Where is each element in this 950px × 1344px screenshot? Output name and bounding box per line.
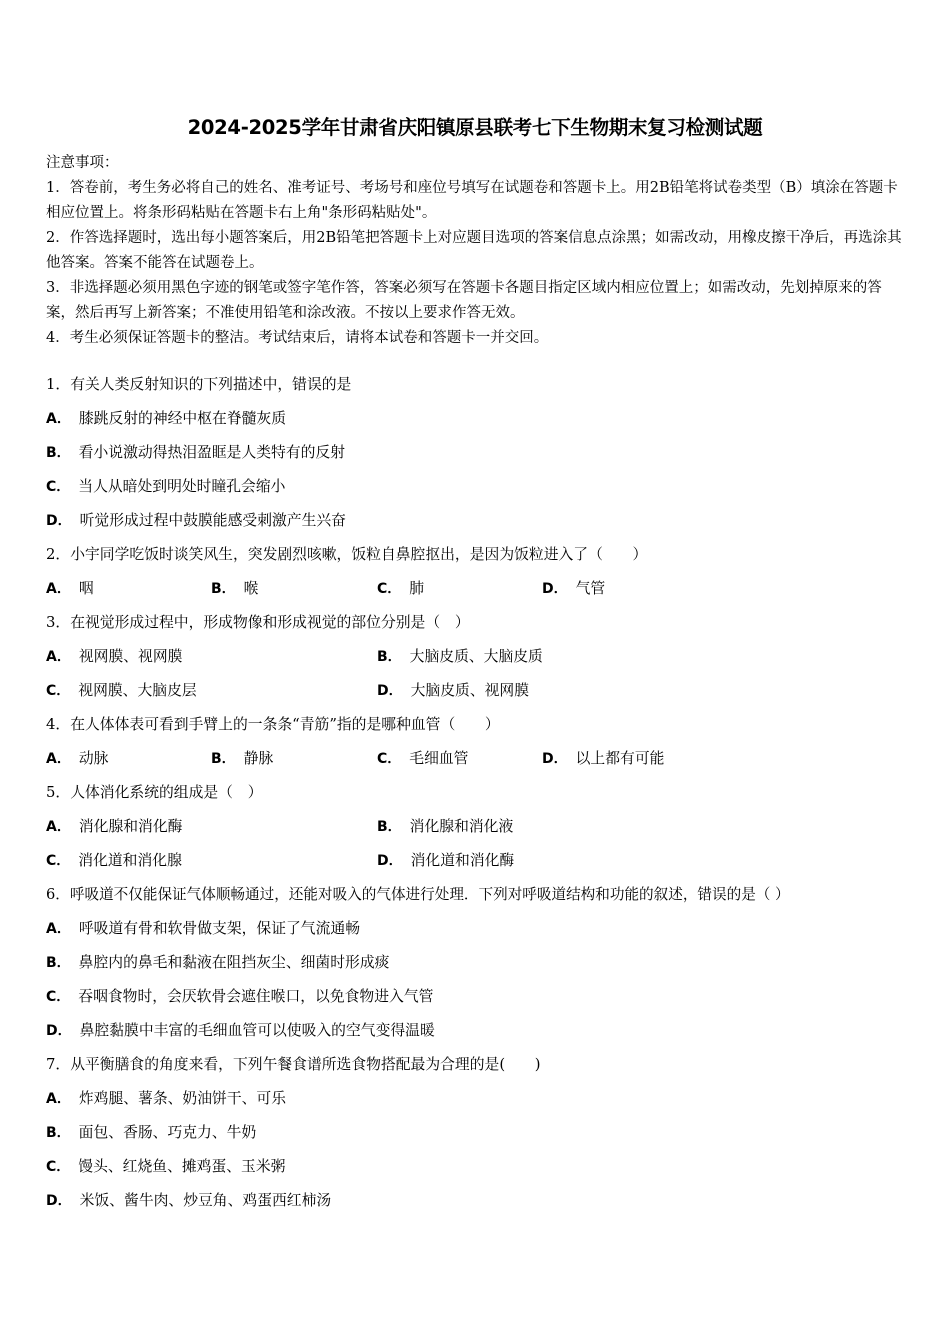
question-1-option-a: A． 膝跳反射的神经中枢在脊髓灰质 xyxy=(46,410,287,427)
page-title: 2024-2025学年甘肃省庆阳镇原县联考七下生物期末复习检测试题 xyxy=(187,116,763,139)
question-3-option-b: B． 大脑皮质、大脑皮质 xyxy=(377,648,543,665)
question-6-stem: 6．呼吸道不仅能保证气体顺畅通过，还能对吸入的气体进行处理．下列对呼吸道结构和功能的叙述，错误的是（ ） xyxy=(46,886,790,903)
question-3-stem: 3．在视觉形成过程中，形成物像和形成视觉的部位分别是（ ） xyxy=(46,614,470,631)
question-4-option-c: C． 毛细血管 xyxy=(377,750,469,767)
question-3-option-d: D． 大脑皮质、视网膜 xyxy=(377,682,530,699)
question-1-option-c: C． 当人从暗处到明处时瞳孔会缩小 xyxy=(46,478,286,495)
question-1-option-b: B． 看小说激动得热泪盈眶是人类特有的反射 xyxy=(46,444,346,461)
question-5-option-d: D． 消化道和消化酶 xyxy=(377,852,515,869)
notice-item: 1．答卷前，考生务必将自己的姓名、准考证号、考场号和座位号填写在试题卷和答题卡上。用2B铅笔将试卷类型（B）填涂在答题卡相应位置上。将条形码粘贴在答题卡右上角"条形码粘贴处"。 xyxy=(46,180,898,221)
question-5-option-a: A． 消化腺和消化酶 xyxy=(46,818,183,835)
question-6-option-d: D． 鼻腔黏膜中丰富的毛细血管可以使吸入的空气变得温暖 xyxy=(46,1022,435,1039)
question-7-option-d: D． 米饭、酱牛肉、炒豆角、鸡蛋西红柿汤 xyxy=(46,1192,332,1209)
question-2-option-c: C． 肺 xyxy=(377,580,425,597)
question-4-stem: 4．在人体体表可看到手臂上的一条条“青筋”指的是哪种血管（ ） xyxy=(46,716,500,733)
question-2-stem: 2．小宇同学吃饭时谈笑风生，突发剧烈咳嗽，饭粒自鼻腔抠出，是因为饭粒进入了（ ） xyxy=(46,546,648,563)
notice-item: 2．作答选择题时，选出每小题答案后，用2B铅笔把答题卡上对应题目选项的答案信息点涂黑；如需改动，用橡皮擦干净后，再选涂其他答案。答案不能答在试题卷上。 xyxy=(46,230,902,271)
question-3-option-a: A． 视网膜、视网膜 xyxy=(46,648,183,665)
question-7-option-a: A． 炸鸡腿、薯条、奶油饼干、可乐 xyxy=(46,1090,287,1107)
question-1-stem: 1．有关人类反射知识的下列描述中，错误的是 xyxy=(46,376,352,393)
question-7-stem: 7．从平衡膳食的角度来看，下列午餐食谱所选食物搭配最为合理的是( ) xyxy=(46,1056,541,1073)
question-6-option-b: B． 鼻腔内的鼻毛和黏液在阻挡灰尘、细菌时形成痰 xyxy=(46,954,390,971)
question-2-option-b: B． 喉 xyxy=(211,580,259,597)
question-7-option-c: C． 馒头、红烧鱼、摊鸡蛋、玉米粥 xyxy=(46,1158,286,1175)
notice-item: 4．考生必须保证答题卡的整洁。考试结束后，请将本试卷和答题卡一并交回。 xyxy=(46,330,549,346)
notice-section xyxy=(46,151,908,351)
question-6-option-a: A． 呼吸道有骨和软骨做支架，保证了气流通畅 xyxy=(46,920,360,937)
question-2-option-d: D． 气管 xyxy=(542,580,606,597)
question-5-option-b: B． 消化腺和消化液 xyxy=(377,818,514,835)
question-7-option-b: B． 面包、香肠、巧克力、牛奶 xyxy=(46,1124,257,1141)
question-6-option-c: C． 吞咽食物时，会厌软骨会遮住喉口，以免食物进入气管 xyxy=(46,988,434,1005)
question-5-option-c: C． 消化道和消化腺 xyxy=(46,852,182,869)
question-5-stem: 5．人体消化系统的组成是（ ） xyxy=(46,784,263,801)
notice-item: 3．非选择题必须用黑色字迹的钢笔或签字笔作答，答案必须写在答题卡各题目指定区域内相应位置上；如需改动，先划掉原来的答案，然后再写上新答案；不准使用铅笔和涂改液。不按以上要求作答无效。 xyxy=(46,280,882,321)
question-4-option-b: B． 静脉 xyxy=(211,750,274,767)
notice-heading: 注意事项： xyxy=(46,155,119,171)
question-2-option-a: A． 咽 xyxy=(46,580,94,597)
question-3-option-c: C． 视网膜、大脑皮层 xyxy=(46,682,197,699)
question-4-option-d: D． 以上都有可能 xyxy=(542,750,665,767)
question-1-option-d: D． 听觉形成过程中鼓膜能感受刺激产生兴奋 xyxy=(46,512,346,529)
question-4-option-a: A． 动脉 xyxy=(46,750,109,767)
